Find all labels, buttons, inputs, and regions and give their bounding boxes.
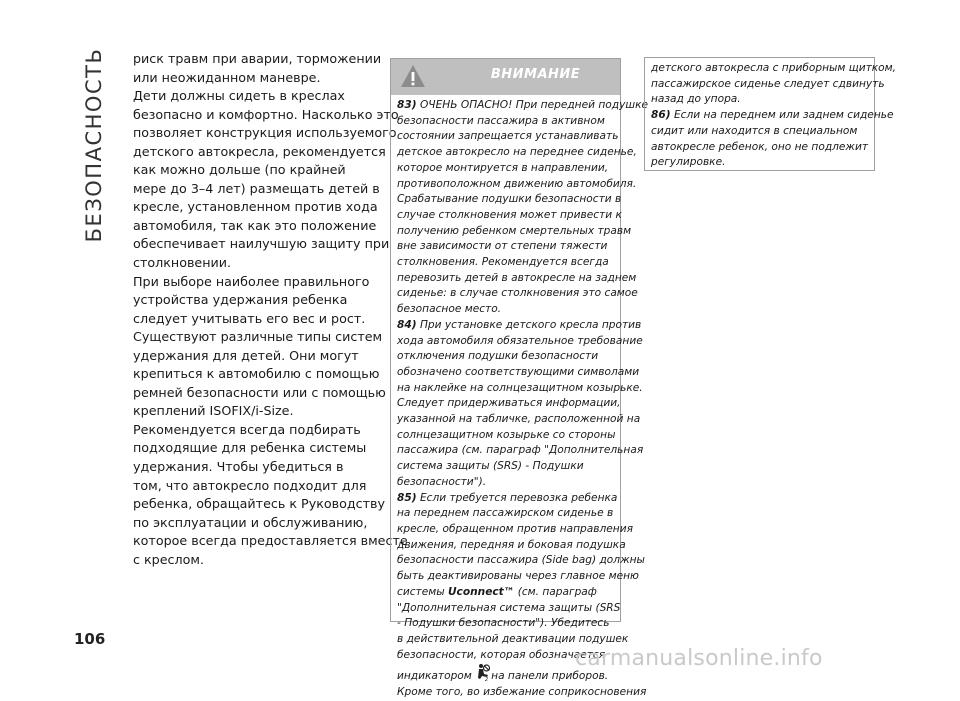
text-line: При выборе наиболее правильного (133, 273, 370, 289)
text-fragment: Срабатывание подушки безопасности в (397, 193, 622, 206)
text-fragment: на панели приборов. (491, 670, 609, 683)
text-line (397, 616, 620, 632)
text-line: устройства удержания ребенка (133, 292, 348, 308)
warning-title: ВНИМАНИЕ (490, 67, 581, 82)
text-fragment: безопасности пассажира (Side bag) должны (397, 554, 645, 567)
text-line (397, 224, 632, 240)
text-fragment: указанной на табличке, расположенной на (397, 413, 641, 426)
text-fragment: (см. параграф (514, 585, 597, 598)
text-line: с креслом. (133, 551, 204, 567)
text-fragment: быть деактивированы через главное меню (397, 570, 639, 583)
text-line (397, 365, 640, 381)
text-fragment: Если на переднем или заднем сиденье (673, 109, 894, 122)
text-fragment: солнцезащитном козырьке со стороны (397, 428, 616, 441)
text-fragment: случае столкновения может привести к (397, 208, 622, 221)
text-fragment: безопасное место. (397, 303, 502, 316)
text-fragment: отключения подушки безопасности (397, 350, 599, 363)
text-line (397, 475, 620, 491)
text-line (397, 334, 643, 350)
text-line (397, 396, 620, 412)
warning-box (390, 58, 648, 699)
note-number: 83) (397, 99, 417, 111)
text-fragment: "Дополнительная система защиты (SRS (397, 601, 621, 614)
text-fragment: пассажирское сиденье следует сдвинуть (651, 77, 885, 90)
text-fragment: Если требуется перевозка ребенка (419, 491, 618, 504)
text-fragment: ОЧЕНЬ ОПАСНО! При передней подушке (419, 99, 648, 111)
text-fragment: детское автокресло на переднее сиденье, (397, 146, 637, 159)
text-line: по эксплуатации и обслуживанию, (133, 514, 368, 530)
note-number: 84) (397, 318, 417, 331)
text-fragment: которое монтируется в направлении, (397, 161, 609, 174)
text-line (397, 161, 620, 177)
text-line: как можно дольше (по крайней (133, 162, 346, 178)
text-line: столкновении. (133, 255, 232, 271)
airbag-off-indicator-icon (475, 663, 491, 681)
text-line (651, 124, 874, 140)
note-number: 85) (397, 491, 417, 504)
text-line (651, 140, 874, 156)
text-line: обеспечивает наилучшую защиту при (133, 236, 390, 252)
text-fragment: обозначено соответствующими символами (397, 365, 640, 378)
text-line: Рекомендуется всегда подбирать (133, 421, 361, 437)
text-line (397, 506, 620, 522)
text-line: которое всегда предоставляется вместе (133, 533, 408, 549)
text-line: ремней безопасности или с помощью (133, 384, 386, 400)
brand-name: Uconnect™ (447, 585, 515, 598)
continuation-box (644, 57, 897, 171)
text-line (397, 459, 620, 475)
text-fragment: безопасности пассажира в активном (397, 114, 605, 127)
text-line: креплений ISOFIX/i-Size. (133, 403, 294, 419)
warning-header (391, 59, 620, 95)
text-fragment: безопасности, которая обозначается (397, 648, 606, 661)
section-title: БЕЗОПАСНОСТЬ (82, 47, 106, 243)
text-line (397, 114, 620, 130)
text-fragment: вне зависимости от степени тяжести (397, 240, 608, 253)
text-fragment: хода автомобиля обязательное требование (397, 334, 643, 347)
text-line: Дети должны сидеть в креслах (133, 88, 345, 104)
text-fragment: системы (397, 585, 448, 598)
text-fragment: сиденье: в случае столкновения это самое (397, 287, 638, 300)
text-fragment: противоположном движению автомобиля. (397, 177, 637, 190)
text-line (651, 77, 885, 93)
text-line: автомобиля, так как это положение (133, 217, 377, 233)
text-fragment: движения, передняя и боковая подушка (397, 538, 626, 551)
text-fragment: перевозить детей в автокресле на заднем (397, 271, 637, 284)
text-line: крепиться к автомобилю с помощью (133, 366, 380, 382)
text-line: Существуют различные типы систем (133, 329, 383, 345)
text-line (397, 208, 620, 224)
text-fragment: состоянии запрещается устанавливать (397, 130, 619, 143)
text-line (397, 318, 642, 334)
text-fragment: Следует придерживаться информации, (397, 397, 621, 410)
text-line: мере до 3–4 лет) размещать детей в (133, 180, 380, 196)
text-line (397, 177, 637, 193)
text-fragment: - Подушки безопасности"). Убедитесь (397, 617, 610, 630)
text-line: детского автокресла, рекомендуется (133, 143, 386, 159)
text-fragment: столкновения. Рекомендуется всегда (397, 256, 609, 269)
text-fragment: кресле, обращенном против направления (397, 522, 633, 535)
text-line (397, 145, 637, 161)
text-fragment: на наклейке на солнцезащитном козырьке. (397, 381, 643, 394)
text-line: том, что автокресло подходит для (133, 477, 367, 493)
text-line (397, 349, 620, 365)
text-line: риск травм при аварии, торможении (133, 51, 382, 66)
text-fragment: на переднем пассажирском сиденье в (397, 507, 614, 520)
text-line (651, 108, 894, 124)
text-line: подходящие для ребенка системы (133, 440, 367, 456)
text-fragment: индикатором (397, 670, 476, 683)
text-line (397, 412, 641, 428)
text-line (397, 192, 620, 208)
text-line: безопасно и комфортно. Насколько это (133, 106, 399, 122)
text-line: кресле, установленном против хода (133, 199, 378, 215)
text-fragment: назад до упора. (651, 93, 741, 106)
text-line (397, 569, 639, 585)
note-number: 86) (651, 109, 671, 122)
text-fragment: пассажира (см. параграф "Дополнительная (397, 444, 644, 457)
text-line (397, 538, 626, 554)
watermark: carmanualsonline.info (575, 646, 823, 671)
text-line (397, 491, 620, 507)
text-line (397, 553, 645, 569)
text-line: удержания для детей. Они могут (133, 347, 359, 363)
text-line (397, 443, 644, 459)
text-fragment: детского автокресла с приборным щитком, (651, 62, 897, 74)
text-line: удержания. Чтобы убедиться в (133, 459, 344, 475)
text-line (651, 155, 874, 171)
text-fragment: При установке детского кресла против (419, 318, 642, 331)
text-fragment: безопасности"). (397, 475, 487, 488)
text-line (397, 522, 633, 538)
text-line (397, 239, 620, 255)
text-line (397, 255, 620, 271)
text-line (397, 129, 620, 145)
text-line: или неожиданном маневре. (133, 69, 321, 85)
text-fragment: регулировке. (651, 156, 726, 169)
text-fragment: автокресле ребенок, оно не подлежит (651, 140, 869, 153)
text-line (397, 428, 620, 444)
text-line (397, 286, 638, 302)
text-line: следует учитывать его вес и рост. (133, 310, 366, 326)
warning-triangle-icon (399, 63, 427, 89)
text-fragment: Кроме того, во избежание соприкосновения (397, 686, 647, 699)
text-fragment: сидит или находится в специальном (651, 124, 858, 137)
text-line (397, 381, 643, 397)
text-line (651, 61, 897, 77)
text-line (397, 98, 648, 114)
page-number: 106 (74, 630, 106, 648)
text-line (397, 685, 647, 701)
text-line (397, 302, 620, 318)
text-fragment: система защиты (SRS) - Подушки (397, 460, 584, 473)
text-fragment: в действительной деактивации подушек (397, 632, 629, 645)
text-line (397, 585, 620, 601)
text-line: ребенка, обращайтесь к Руководству (133, 496, 386, 512)
svg-text:2: 2 (485, 677, 489, 682)
text-line (397, 601, 620, 617)
text-fragment: получению ребенком смертельных травм (397, 224, 632, 237)
warning-body (391, 95, 648, 701)
text-line (651, 92, 874, 108)
text-line (397, 271, 637, 287)
text-line: позволяет конструкция используемого (133, 125, 397, 141)
